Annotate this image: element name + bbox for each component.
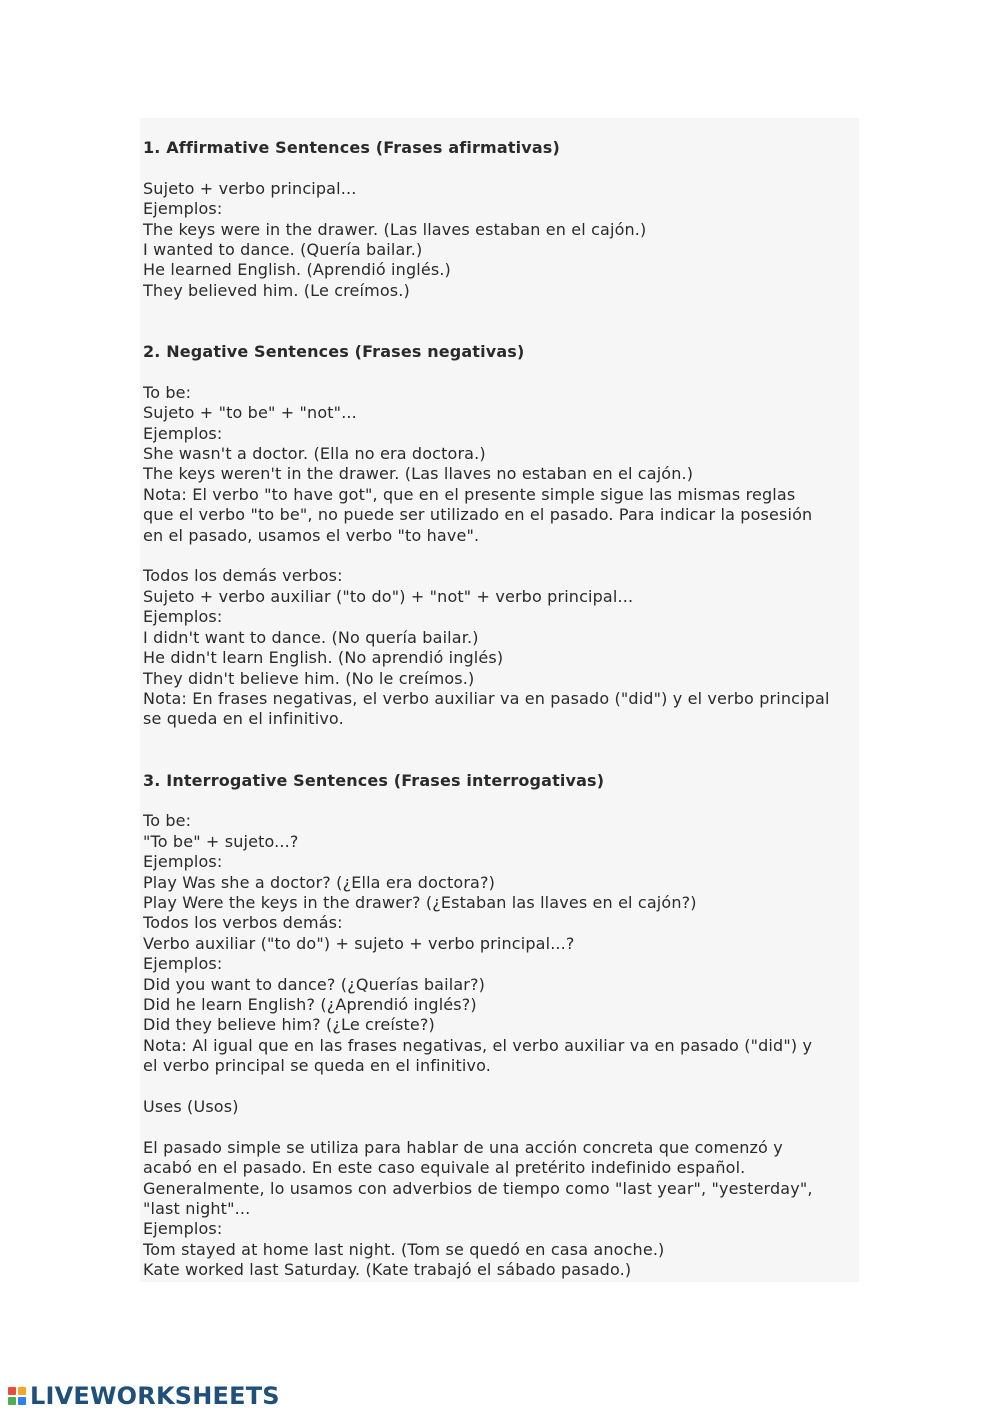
text-line: To be: (143, 382, 192, 402)
text-line: Ejemplos: (143, 423, 223, 443)
text-line: Todos los demás verbos: (143, 566, 343, 586)
text-line: He didn't learn English. (No aprendió inglés) (143, 648, 504, 668)
note-line: Nota: En frases negativas, el verbo auxiliar va en pasado ("did") y el verbo principal (143, 688, 830, 708)
text-line: Ejemplos: (143, 954, 223, 974)
text-line: They didn't believe him. (No le creímos.) (143, 668, 475, 688)
document-content (143, 138, 859, 1281)
logo-block (8, 1397, 16, 1405)
text-line: "last night"... (143, 1199, 251, 1218)
text-line: The keys were in the drawer. (Las llaves estaban en el cajón.) (143, 219, 647, 239)
note-line: el verbo principal se queda en el infinitivo. (143, 1056, 492, 1076)
text-line: Play Was she a doctor? (¿Ella era doctora?) (143, 872, 496, 892)
note-line: en el pasado, usamos el verbo "to have". (143, 525, 480, 545)
logo-block (18, 1387, 26, 1395)
text-line: El pasado simple se utiliza para hablar de una acción concreta que comenzó y (143, 1137, 783, 1157)
section-heading-affirmative: 1. Affirmative Sentences (Frases afirmativas) (143, 138, 560, 157)
uses-title: Uses (Usos) (143, 1096, 239, 1116)
text-line: Kate worked last Saturday. (Kate trabajó el sábado pasado.) (143, 1260, 632, 1280)
text-line: The keys weren't in the drawer. (Las llaves no estaban en el cajón.) (143, 464, 694, 484)
text-line: Sujeto + "to be" + "not"... (143, 403, 357, 423)
text-line: Sujeto + verbo principal... (143, 178, 357, 198)
text-line: I wanted to dance. (Quería bailar.) (143, 240, 423, 260)
text-line: Ejemplos: (143, 199, 223, 219)
note-line: Nota: El verbo "to have got", que en el presente simple sigue las mismas reglas (143, 484, 796, 504)
note-line: que el verbo "to be", no puede ser utilizado en el pasado. Para indicar la posesión (143, 505, 813, 525)
logo-block (8, 1387, 16, 1395)
note-line: se queda en el infinitivo. (143, 709, 344, 729)
document-page (140, 118, 859, 1282)
text-line: She wasn't a doctor. (Ella no era doctora.) (143, 444, 486, 464)
text-line: acabó en el pasado. En este caso equivale al pretérito indefinido español. (143, 1158, 746, 1178)
text-line: Ejemplos: (143, 852, 223, 872)
text-line: Did they believe him? (¿Le creíste?) (143, 1015, 435, 1035)
note-line: Nota: Al igual que en las frases negativas, el verbo auxiliar va en pasado ("did") y (143, 1035, 813, 1055)
logo-text: LIVEWORKSHEETS (30, 1382, 280, 1410)
section-heading-negative: 2. Negative Sentences (Frases negativas) (143, 342, 525, 362)
text-line: Todos los verbos demás: (143, 913, 343, 933)
text-line: Ejemplos: (143, 1219, 223, 1239)
text-line: Did he learn English? (¿Aprendió inglés?) (143, 994, 477, 1014)
logo-blocks-icon (8, 1387, 26, 1405)
text-line: Play Were the keys in the drawer? (¿Estaban las llaves en el cajón?) (143, 892, 697, 912)
text-line: Generalmente, lo usamos con adverbios de tiempo como "last year", "yesterday", (143, 1178, 813, 1198)
text-line: "To be" + sujeto...? (143, 831, 299, 851)
text-line: I didn't want to dance. (No quería bailar.) (143, 627, 479, 647)
text-line: They believed him. (Le creímos.) (143, 280, 410, 300)
text-line: Did you want to dance? (¿Querías bailar?) (143, 974, 486, 994)
liveworksheets-logo (8, 1382, 280, 1410)
logo-block (18, 1397, 26, 1405)
text-line: Ejemplos: (143, 607, 223, 627)
section-heading-interrogative: 3. Interrogative Sentences (Frases interrogativas) (143, 770, 605, 790)
text-line: Verbo auxiliar ("to do") + sujeto + verbo principal...? (143, 933, 575, 953)
text-line: He learned English. (Aprendió inglés.) (143, 260, 451, 280)
text-line: Sujeto + verbo auxiliar ("to do") + "not" + verbo principal... (143, 586, 634, 606)
text-line: To be: (143, 811, 192, 831)
text-line: Tom stayed at home last night. (Tom se quedó en casa anoche.) (143, 1239, 665, 1259)
